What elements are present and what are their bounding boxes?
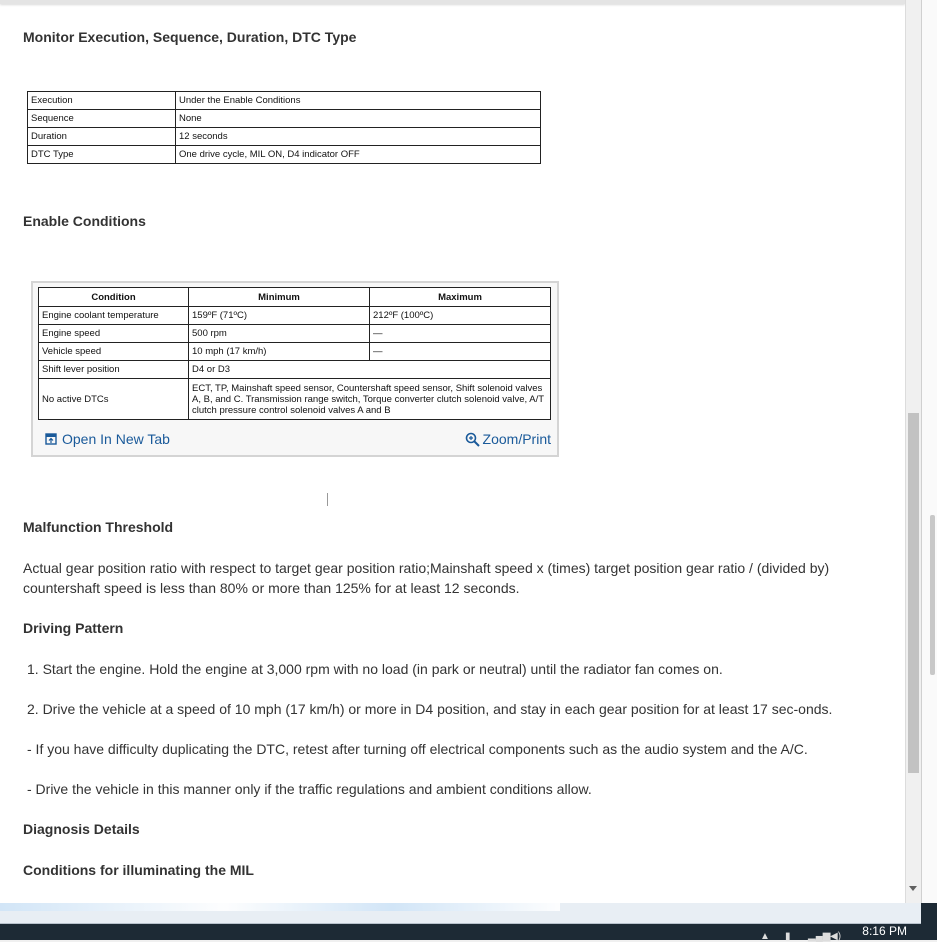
driving-step-1: 1. Start the engine. Hold the engine at 3,000 rpm with no load (in park or neutral) until the radiator fan comes on. <box>27 661 723 677</box>
zoom-print-link[interactable]: Zoom/Print <box>465 431 551 447</box>
mil-heading: Conditions for illuminating the MIL <box>23 862 254 878</box>
top-edge <box>0 0 905 4</box>
driving-step-2: 2. Drive the vehicle at a speed of 10 mph (17 km/h) or more in D4 position, and stay in each gear position for at least 17 sec-onds. <box>27 701 833 717</box>
table-row: Duration 12 seconds <box>28 128 541 146</box>
scroll-down-arrow-icon[interactable] <box>909 886 917 891</box>
zoom-icon <box>465 432 480 447</box>
battery-icon[interactable]: ▮ <box>785 931 791 942</box>
col-minimum: Minimum <box>189 288 370 307</box>
table-row: Shift lever position D4 or D3 <box>39 361 551 379</box>
monitor-heading: Monitor Execution, Sequence, Duration, DTC Type <box>23 29 357 45</box>
open-new-tab-link[interactable]: Open In New Tab <box>45 431 170 447</box>
col-maximum: Maximum <box>370 288 551 307</box>
enable-conditions-frame <box>31 281 559 457</box>
text-cursor <box>327 493 328 506</box>
table-row: No active DTCs ECT, TP, Mainshaft speed sensor, Countershaft speed sensor, Shift solenoid valves A, B, and C. Transmission range switch, Torque converter clutch solenoid valve, A/T clutch pressure control solenoid valves A and B <box>39 379 551 420</box>
driving-note-2: - Drive the vehicle in this manner only if the traffic regulations and ambient conditions allow. <box>27 781 592 797</box>
taskbar <box>0 903 937 940</box>
clock[interactable]: 8:16 PM <box>862 924 907 938</box>
driving-heading: Driving Pattern <box>23 620 124 636</box>
vertical-scrollbar[interactable] <box>905 0 921 903</box>
table-row: Engine speed 500 rpm — <box>39 325 551 343</box>
monitor-table <box>27 91 541 164</box>
table-header-row <box>39 288 551 307</box>
driving-note-1: - If you have difficulty duplicating the DTC, retest after turning off electrical components such as the audio system and the A/C. <box>27 741 808 757</box>
diagnosis-heading: Diagnosis Details <box>23 821 140 837</box>
table-row: DTC Type One drive cycle, MIL ON, D4 indicator OFF <box>28 146 541 164</box>
window-bottom-strip <box>0 903 921 924</box>
enable-conditions-table <box>38 287 551 420</box>
malfunction-heading: Malfunction Threshold <box>23 519 174 535</box>
volume-icon[interactable]: ◀) <box>830 931 842 942</box>
signal-icon[interactable]: ▂▄▆ <box>808 931 831 942</box>
col-condition: Condition <box>39 288 189 307</box>
tray-up-arrow-icon[interactable]: ▲ <box>760 931 770 942</box>
malfunction-text: Actual gear position ratio with respect to target gear position ratio;Mainshaft speed x (times) target position gear ratio / (divided by) countershaft speed is less than 80% or more than 125% for at least 12 seconds. <box>23 560 830 596</box>
outer-window-edge <box>921 0 937 903</box>
table-row: Sequence None <box>28 110 541 128</box>
outer-scrollbar-thumb[interactable] <box>930 515 935 675</box>
scrollbar-thumb[interactable] <box>908 413 919 773</box>
table-row: Engine coolant temperature 159ºF (71ºC) 212ºF (100ºC) <box>39 307 551 325</box>
enable-heading: Enable Conditions <box>23 213 146 229</box>
table-row: Execution Under the Enable Conditions <box>28 92 541 110</box>
open-tab-icon <box>45 433 57 445</box>
table-row: Vehicle speed 10 mph (17 km/h) — <box>39 343 551 361</box>
